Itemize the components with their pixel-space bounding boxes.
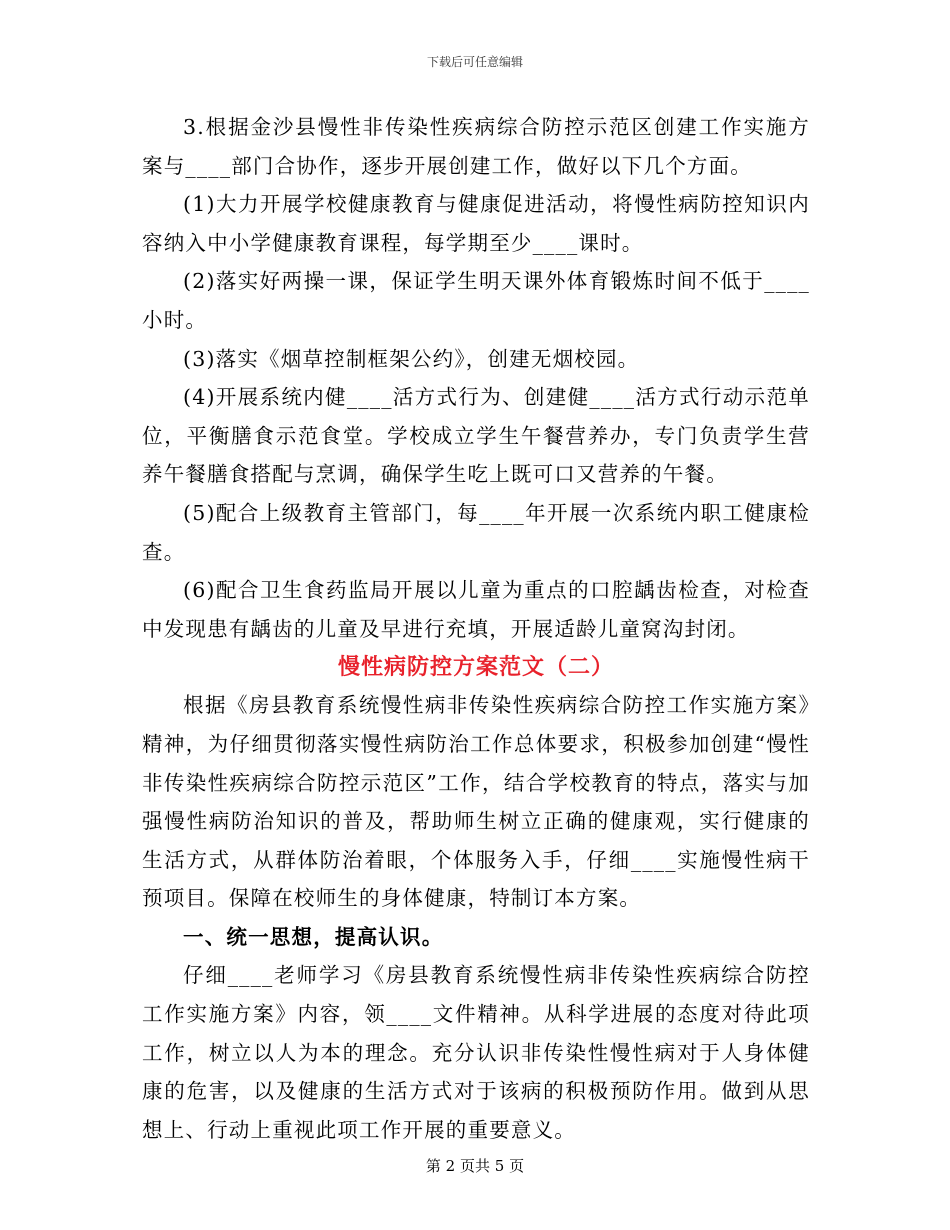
paragraph-sub-6: (6)配合卫生食药监局开展以儿童为重点的口腔龋齿检查，对检查中发现患有龋齿的儿童及早进行充填，开展适龄儿童窝沟封闭。 — [142, 578, 810, 641]
paragraph-sub-3: (3)落实《烟草控制框架公约》，创建无烟校园。 — [183, 346, 640, 371]
paragraph-item-3: 3.根据金沙县慢性非传染性疾病综合防控示范区创建工作实施方案与____部门合协作，逐步开展创建工作，做好以下几个方面。 — [142, 115, 810, 178]
section-subheading: 一、统一思想，提高认识。 — [183, 924, 444, 949]
page-header: 下载后可任意编辑 — [426, 55, 523, 69]
subheading-paragraph: 仔细____老师学习《房县教育系统慢性病非传染性疾病综合防控工作实施方案》内容，领____文件精神。从科学进展的态度对待此项工作，树立以人为本的理念。充分认识非传染性慢性病对于人身体健康的危害，以及健康的生活方式对于该病的积极预防作用。做到从思想上、行动上重视此项工作开展的重要意义。 — [142, 963, 810, 1142]
section-intro-paragraph: 根据《房县教育系统慢性病非传染性疾病综合防控工作实施方案》精神，为仔细贯彻落实慢性病防治工作总体要求，积极参加创建“慢性非传染性疾病综合防控示范区”工作，结合学校教育的特点，落实与加强慢性病防治知识的普及，帮助师生树立正确的健康观，实行健康的生活方式，从群体防治着眼，个体服务入手，仔细____实施慢性病干预项目。保障在校师生的身体健康，特制订本方案。 — [142, 693, 810, 911]
paragraph-sub-1: (1)大力开展学校健康教育与健康促进活动，将慢性病防控知识内容纳入中小学健康教育课程，每学期至少____课时。 — [142, 192, 810, 255]
paragraph-sub-2: (2)落实好两操一课，保证学生明天课外体育锻炼时间不低于____小时。 — [142, 269, 810, 332]
paragraph-sub-5: (5)配合上级教育主管部门，每____年开展一次系统内职工健康检查。 — [142, 500, 810, 564]
document-body — [142, 108, 810, 1149]
section-title: 慢性病防控方案范文（二） — [337, 654, 614, 681]
page-footer: 第 2 页共 5 页 — [425, 1157, 525, 1175]
paragraph-sub-4: (4)开展系统内健____活方式行为、创建健____活方式行动示范单位，平衡膳食示范食堂。学校成立学生午餐营养办，专门负责学生营养午餐膳食搭配与烹调，确保学生吃上既可口又营养的午餐。 — [142, 385, 810, 487]
